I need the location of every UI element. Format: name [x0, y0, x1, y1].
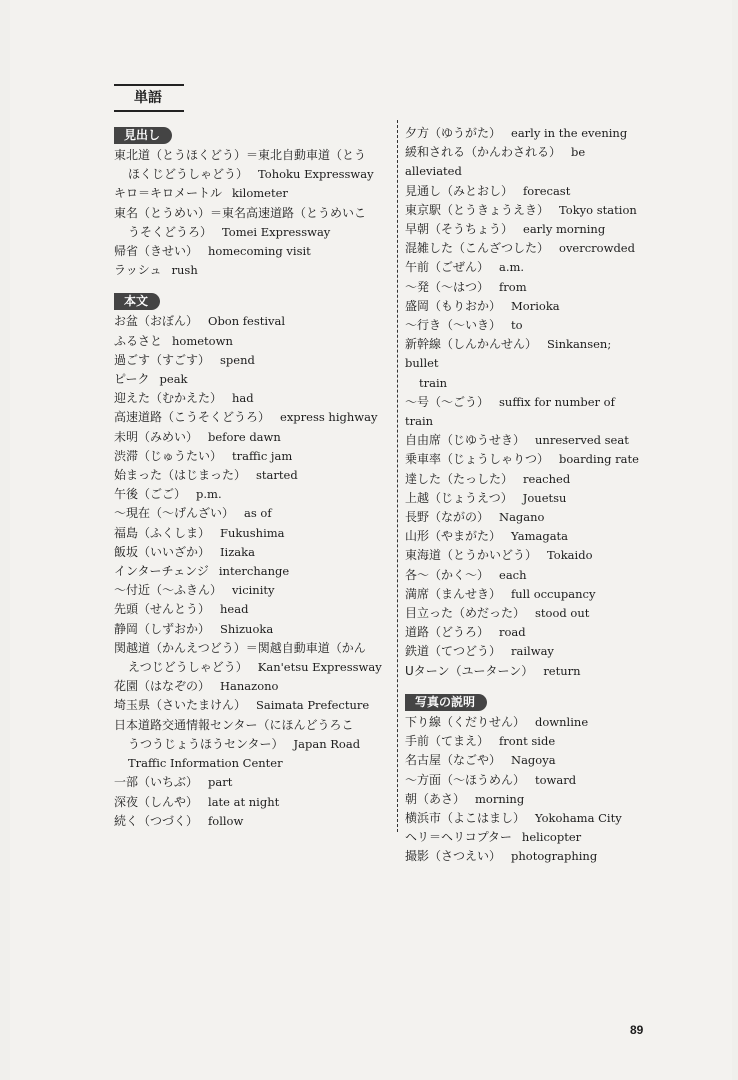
vocab-term: 朝（あさ）: [405, 791, 466, 806]
vocab-meaning-continued: [405, 374, 645, 393]
vocab-term: ピーク: [114, 372, 150, 387]
vocab-entry: [405, 713, 645, 732]
vocab-entry: [114, 716, 389, 735]
vocab-entry: [405, 335, 645, 373]
vocab-entry: [114, 543, 389, 562]
vocab-entry: [114, 620, 389, 639]
vocab-meaning: late at night: [208, 794, 280, 809]
vocab-entry: [405, 604, 645, 623]
vocab-meaning: p.m.: [196, 487, 222, 502]
vocab-meaning: early morning: [523, 222, 606, 237]
vocab-term: 静岡（しずおか）: [114, 621, 211, 636]
vocab-meaning: morning: [475, 791, 525, 806]
vocab-meaning: full occupancy: [511, 586, 596, 601]
vocab-term: 下り線（くだりせん）: [405, 714, 526, 729]
vocab-entry: [114, 351, 389, 370]
vocab-meaning: Jouetsu: [522, 490, 567, 505]
vocab-entry: [405, 201, 645, 220]
vocab-term: 夕方（ゆうがた）: [405, 126, 502, 140]
vocab-meaning: stood out: [535, 606, 590, 621]
vocab-meaning: Obon festival: [208, 314, 286, 329]
vocab-meaning: unreserved seat: [535, 433, 629, 448]
vocab-term: 過ごす（すごす）: [114, 352, 211, 367]
vocab-entry: [114, 600, 389, 619]
vocab-meaning: Yamagata: [511, 529, 569, 544]
section-gap: [114, 280, 389, 290]
vocab-meaning: started: [256, 468, 298, 483]
vocab-term-continued: ほくじどうしゃどう）: [128, 167, 249, 182]
vocab-entry: [405, 143, 645, 181]
vocab-meaning: photographing: [511, 849, 598, 864]
vocab-meaning-continued-text: train: [419, 375, 448, 390]
vocab-term: 自由席（じゆうせき）: [405, 433, 526, 448]
vocab-term: 一部（いちぶ）: [114, 775, 199, 790]
vocab-meaning: Nagano: [499, 510, 545, 525]
vocab-entry: [114, 447, 389, 466]
vocab-term: 飯坂（いいざか）: [114, 544, 211, 559]
vocab-meaning: be alleviated: [405, 145, 586, 179]
vocab-term: 新幹線（しんかんせん）: [405, 337, 538, 352]
vocab-entry: [114, 146, 389, 165]
vocab-term: 午前（ごぜん）: [405, 260, 490, 275]
vocab-entry: [114, 485, 389, 504]
vocab-entry: [405, 182, 645, 201]
vocab-term: 〜現在（〜げんざい）: [114, 506, 235, 521]
vocab-meaning: hometown: [172, 333, 233, 348]
vocab-entry-continued: [114, 223, 389, 242]
vocab-meaning: downline: [535, 714, 589, 729]
vocab-term: Uターン（ユーターン）: [405, 663, 534, 678]
vocab-term: キロ＝キロメートル: [114, 186, 223, 201]
vocab-meaning: suffix for number of train: [405, 394, 615, 429]
vocab-entry: [114, 466, 389, 485]
vocab-term: 東京駅（とうきょうえき）: [405, 202, 550, 217]
vocab-meaning: railway: [511, 644, 554, 659]
vocab-entry: [405, 566, 645, 585]
vocab-entry: [405, 278, 645, 297]
vocab-entry: [114, 408, 389, 427]
vocab-meaning: spend: [220, 352, 255, 367]
vocab-term: 午後（ごご）: [114, 487, 187, 502]
vocab-meaning: had: [232, 391, 254, 406]
vocab-entry: [114, 562, 389, 581]
vocab-meaning: Nagoya: [511, 753, 556, 768]
vocab-entry: [405, 489, 645, 508]
vocab-term: 日本道路交通情報センター（にほんどうろこ: [114, 717, 354, 732]
vocab-entry: [405, 297, 645, 316]
vocab-entry: [405, 828, 645, 847]
vocab-term: 埼玉県（さいたまけん）: [114, 698, 247, 713]
vocab-term: 達した（たっした）: [405, 471, 514, 486]
vocab-entry: [405, 662, 645, 681]
section-label: 見出し: [114, 127, 172, 144]
vocab-meaning: Shizuoka: [220, 621, 274, 636]
vocab-meaning: Morioka: [511, 298, 560, 313]
vocab-term: 早朝（そうちょう）: [405, 222, 514, 237]
vocab-meaning: follow: [208, 813, 244, 828]
vocab-meaning: head: [220, 602, 249, 617]
vocab-term: 未明（みめい）: [114, 429, 199, 444]
vocab-term: 混雑した（こんざつした）: [405, 241, 550, 256]
vocab-entry: [405, 431, 645, 450]
vocab-term: 横浜市（よこはまし）: [405, 810, 526, 825]
vocab-term: 目立った（めだった）: [405, 606, 526, 621]
section-title: [114, 84, 184, 112]
vocab-entry: [405, 124, 645, 143]
vocab-term: 帰省（きせい）: [114, 244, 199, 259]
vocab-term: 福島（ふくしま）: [114, 525, 211, 540]
vocab-meaning-continued: [114, 754, 389, 773]
vocab-entry: [114, 677, 389, 696]
vocab-term: 東北道（とうほくどう）＝東北自動車道（とう: [114, 148, 367, 162]
right-column: [405, 124, 645, 867]
page-number: 89: [630, 1023, 644, 1037]
vocab-term: 長野（ながの）: [405, 510, 490, 525]
vocab-term: 迎えた（むかえた）: [114, 391, 223, 406]
vocab-meaning: forecast: [523, 183, 571, 198]
vocab-entry: [405, 450, 645, 469]
vocab-meaning: toward: [535, 772, 577, 787]
vocab-entry: [405, 847, 645, 866]
title-rule-bottom: [114, 110, 184, 112]
vocab-term: 渋滞（じゅうたい）: [114, 448, 223, 463]
vocab-meaning: to: [511, 318, 523, 333]
vocab-term: お盆（おぼん）: [114, 314, 199, 329]
vocab-entry: [114, 504, 389, 523]
vocab-term: 見通し（みとおし）: [405, 183, 514, 198]
vocab-term: 〜方面（〜ほうめん）: [405, 772, 526, 787]
vocab-meaning: Tokaido: [547, 548, 593, 563]
vocab-term: ラッシュ: [114, 263, 162, 278]
vocab-meaning: Tokyo station: [559, 202, 637, 217]
vocab-meaning: each: [499, 567, 527, 582]
vocab-term: 東名（とうめい）＝東名高速道路（とうめいこ: [114, 205, 367, 220]
vocab-entry: [114, 261, 389, 280]
page: [10, 0, 732, 1080]
page-title: 単語: [134, 90, 162, 106]
vocab-entry: [405, 220, 645, 239]
vocab-term: 花園（はなぞの）: [114, 679, 211, 694]
vocab-term: 道路（どうろ）: [405, 625, 490, 640]
vocab-term: 緩和される（かんわされる）: [405, 145, 562, 160]
vocab-term: 〜付近（〜ふきん）: [114, 583, 223, 598]
section-gap: [405, 681, 645, 691]
vocab-term: 深夜（しんや）: [114, 794, 199, 809]
vocab-entry: [405, 623, 645, 642]
vocab-meaning: traffic jam: [232, 448, 293, 463]
vocab-meaning: road: [499, 625, 526, 640]
vocab-entry: [405, 732, 645, 751]
vocab-entry-continued: [114, 658, 389, 677]
vocab-meaning: return: [543, 663, 581, 678]
vocab-term: 始まった（はじまった）: [114, 468, 247, 483]
vocab-entry: [114, 332, 389, 351]
vocab-term: ヘリ＝ヘリコプター: [405, 830, 512, 845]
vocab-term: 〜発（〜はつ）: [405, 279, 490, 294]
vocab-term-continued: うつうじょうほうセンター）: [128, 736, 284, 751]
vocab-entry: [405, 642, 645, 661]
vocab-term: 乗車率（じょうしゃりつ）: [405, 452, 550, 467]
vocab-entry: [114, 793, 389, 812]
vocab-meaning-continued-text: Traffic Information Center: [128, 756, 283, 771]
column-divider: [397, 120, 398, 832]
vocab-meaning: before dawn: [208, 429, 281, 444]
vocab-entry: [405, 470, 645, 489]
vocab-entry: [114, 696, 389, 715]
vocab-term: 満席（まんせき）: [405, 586, 502, 601]
section-label: 写真の説明: [405, 694, 487, 711]
vocab-meaning: helicopter: [521, 830, 582, 845]
vocab-entry: [405, 258, 645, 277]
vocab-term: 手前（てまえ）: [405, 734, 490, 749]
vocab-meaning: a.m.: [499, 260, 525, 275]
vocab-entry-continued: [114, 735, 389, 754]
vocab-entry: [405, 771, 645, 790]
vocab-term: 〜行き（〜いき）: [405, 318, 502, 333]
vocab-entry: [114, 204, 389, 223]
vocab-term: ふるさと: [114, 333, 163, 348]
vocab-entry: [114, 812, 389, 831]
vocab-entry: [405, 546, 645, 565]
vocab-term: 先頭（せんとう）: [114, 602, 211, 617]
vocab-entry: [114, 581, 389, 600]
vocab-term: 東海道（とうかいどう）: [405, 548, 538, 563]
vocab-meaning: kilometer: [232, 186, 288, 201]
vocab-meaning: early in the evening: [511, 126, 628, 140]
vocab-meaning: Iizaka: [220, 544, 255, 559]
vocab-term: 続く（つづく）: [114, 813, 199, 828]
vocab-meaning: Japan Road: [293, 736, 361, 751]
vocab-meaning: reached: [523, 471, 571, 486]
vocab-meaning: overcrowded: [559, 241, 635, 256]
vocab-meaning: part: [208, 775, 233, 790]
vocab-term: 上越（じょうえつ）: [405, 490, 513, 505]
vocab-meaning: peak: [159, 372, 188, 387]
vocab-term: 鉄道（てつどう）: [405, 644, 502, 659]
vocab-term: 撮影（さつえい）: [405, 849, 502, 864]
vocab-meaning: boarding rate: [559, 452, 639, 467]
vocab-meaning: Kan'etsu Expressway: [257, 660, 382, 675]
vocab-meaning: Tomei Expressway: [222, 224, 331, 239]
vocab-meaning: Yokohama City: [535, 810, 622, 825]
vocab-term-continued: えつじどうしゃどう）: [128, 660, 248, 675]
vocab-entry: [405, 527, 645, 546]
vocab-term-continued: うそくどうろ）: [128, 224, 213, 239]
vocab-entry: [405, 239, 645, 258]
vocab-meaning: vicinity: [232, 583, 275, 598]
vocab-entry: [114, 370, 389, 389]
vocab-entry: [405, 790, 645, 809]
vocab-entry: [114, 428, 389, 447]
vocab-entry: [405, 508, 645, 527]
vocab-term: 山形（やまがた）: [405, 529, 502, 544]
vocab-term: 関越道（かんえつどう）＝関越自動車道（かん: [114, 640, 366, 655]
vocab-term: 名古屋（なごや）: [405, 753, 502, 768]
vocab-entry: [114, 639, 389, 658]
vocab-entry: [114, 242, 389, 261]
vocab-term: 各〜（かく〜）: [405, 567, 490, 582]
vocab-meaning: Tohoku Expressway: [258, 167, 374, 182]
vocab-entry: [114, 312, 389, 331]
vocab-entry: [405, 585, 645, 604]
vocab-entry: [114, 184, 389, 203]
vocab-entry: [405, 316, 645, 335]
vocab-meaning: homecoming visit: [208, 244, 311, 259]
vocab-entry: [405, 393, 645, 431]
vocab-meaning: Hanazono: [220, 679, 279, 694]
vocab-term: インターチェンジ: [114, 564, 209, 579]
vocab-meaning: front side: [499, 734, 556, 749]
vocab-entry: [114, 773, 389, 792]
left-column: [114, 124, 389, 831]
vocab-entry-continued: [114, 165, 389, 184]
vocab-meaning: Saimata Prefecture: [256, 698, 370, 713]
vocab-meaning: Fukushima: [220, 525, 285, 540]
vocab-meaning: express highway: [280, 410, 378, 425]
section-label: 本文: [114, 293, 160, 310]
vocab-entry: [114, 389, 389, 408]
vocab-meaning: interchange: [218, 564, 290, 579]
vocab-meaning: from: [499, 279, 527, 294]
vocab-entry: [114, 524, 389, 543]
vocab-entry: [405, 809, 645, 828]
vocab-term: 〜号（〜ごう）: [405, 394, 490, 409]
vocab-meaning: rush: [171, 263, 198, 278]
vocab-term: 高速道路（こうそくどうろ）: [114, 410, 271, 425]
vocab-entry: [405, 751, 645, 770]
vocab-term: 盛岡（もりおか）: [405, 298, 502, 313]
vocab-meaning: as of: [244, 506, 272, 521]
vocab-meaning: Sinkansen; bullet: [405, 337, 612, 371]
